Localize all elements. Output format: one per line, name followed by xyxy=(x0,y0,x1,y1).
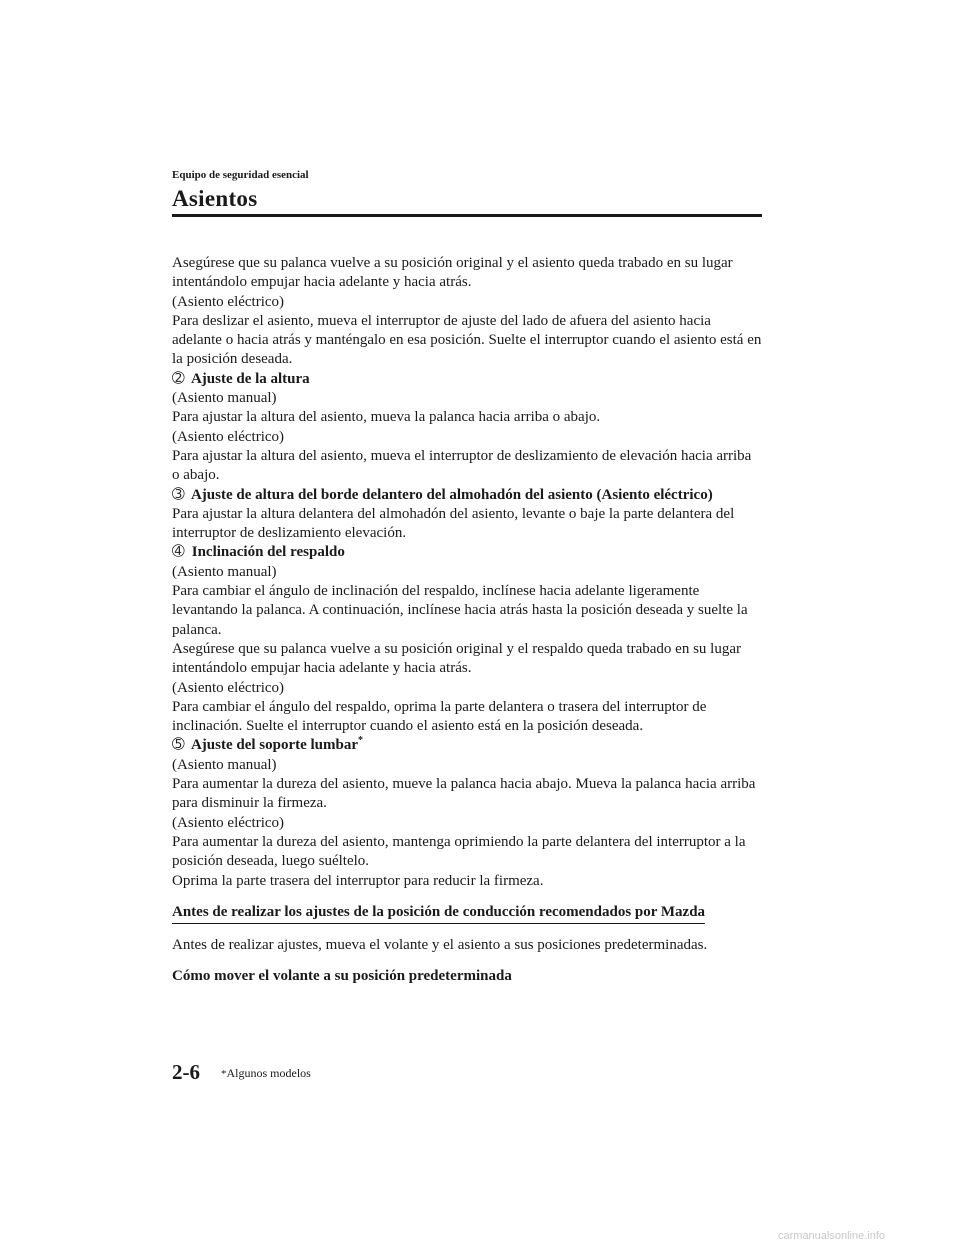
electric-label: (Asiento eléctrico) xyxy=(172,679,285,696)
paragraph: Asegúrese que su palanca vuelve a su posición original y el respaldo queda trabado en su lugar intentándolo empujar hacia adelante y hacia atrás. xyxy=(172,640,741,677)
manual-label: (Asiento manual) xyxy=(172,756,277,773)
manual-label: (Asiento manual) xyxy=(172,390,277,407)
circled-4-icon: ➃ xyxy=(172,544,185,561)
circled-2-icon: ➁ xyxy=(172,370,185,387)
watermark: carmanualsonline.info xyxy=(778,1230,886,1242)
subsection-heading: Antes de realizar los ajustes de la posición de conducción recomendados por Mazda xyxy=(172,903,705,924)
paragraph: Oprima la parte trasera del interruptor para reducir la firmeza. xyxy=(172,872,544,889)
page-header xyxy=(172,168,762,213)
page-title: Asientos xyxy=(172,186,258,211)
heading-cushion xyxy=(172,486,762,505)
paragraph: Asegúrese que su palanca vuelve a su posición original y el asiento queda trabado en su lugar intentándolo empujar hacia adelante y hacia atrás. xyxy=(172,255,733,291)
heading-recline xyxy=(172,543,762,562)
paragraph: Para cambiar el ángulo de inclinación del respaldo, inclínese hacia adelante ligeramente levantando la palanca. A continuación, inclínese hacia atrás hasta la posición deseada y suelte la palanca. xyxy=(172,583,748,638)
heading-lumbar xyxy=(172,736,762,755)
footnote xyxy=(221,1066,311,1081)
header-rule xyxy=(172,214,762,217)
paragraph: Para aumentar la dureza del asiento, mantenga oprimiendo la parte delantera del interruptor a la posición deseada, luego suéltelo. xyxy=(172,833,746,870)
circled-5-icon: ➄ xyxy=(172,737,185,754)
section-name: Equipo de seguridad esencial xyxy=(172,169,309,181)
heading-text: Inclinación del respaldo xyxy=(191,544,345,561)
heading-height xyxy=(172,370,762,389)
paragraph: Antes de realizar ajustes, mueva el volante y el asiento a sus posiciones predeterminadas. xyxy=(172,937,708,954)
footnote-star: * xyxy=(358,735,364,747)
heading-text: Ajuste del soporte lumbar xyxy=(190,737,359,754)
paragraph: Para aumentar la dureza del asiento, mueve la palanca hacia abajo. Mueva la palanca hacia arriba para disminuir la firmeza. xyxy=(172,776,756,812)
paragraph: Para deslizar el asiento, mueva el interruptor de ajuste del lado de afuera del asiento hacia adelante o hacia atrás y manténgalo en esa posición. Suelte el interruptor cuando el asiento está en la posición deseada. xyxy=(172,312,762,368)
circled-3-icon: ➂ xyxy=(172,486,185,503)
paragraph: Para ajustar la altura delantera del almohadón del asiento, levante o baje la parte delantera del interruptor de deslizamiento elevación. xyxy=(172,505,735,542)
paragraph: Para cambiar el ángulo del respaldo, oprima la parte delantera o trasera del interruptor de inclinación. Suelte el interruptor cuando el asiento está en la posición deseada. xyxy=(172,698,707,735)
page-body xyxy=(172,254,762,987)
electric-label: (Asiento eléctrico) xyxy=(172,814,285,831)
heading-text: Ajuste de la altura xyxy=(190,370,310,387)
subsection-heading-2: Cómo mover el volante a su posición predeterminada xyxy=(172,968,512,985)
electric-label: (Asiento eléctrico) xyxy=(172,293,285,310)
footnote-text: Algunos modelos xyxy=(226,1066,311,1080)
heading-text: Ajuste de altura del borde delantero del almohadón del asiento (Asiento eléctrico) xyxy=(190,486,713,503)
manual-label: (Asiento manual) xyxy=(172,563,277,580)
page-number: 2-6 xyxy=(172,1060,200,1084)
paragraph: Para ajustar la altura del asiento, mueva la palanca hacia arriba o abajo. xyxy=(172,409,601,426)
paragraph: Para ajustar la altura del asiento, mueva el interruptor de deslizamiento de elevación hacia arriba o abajo. xyxy=(172,447,752,484)
electric-label: (Asiento eléctrico) xyxy=(172,428,285,445)
footnote-star: * xyxy=(221,1068,227,1080)
